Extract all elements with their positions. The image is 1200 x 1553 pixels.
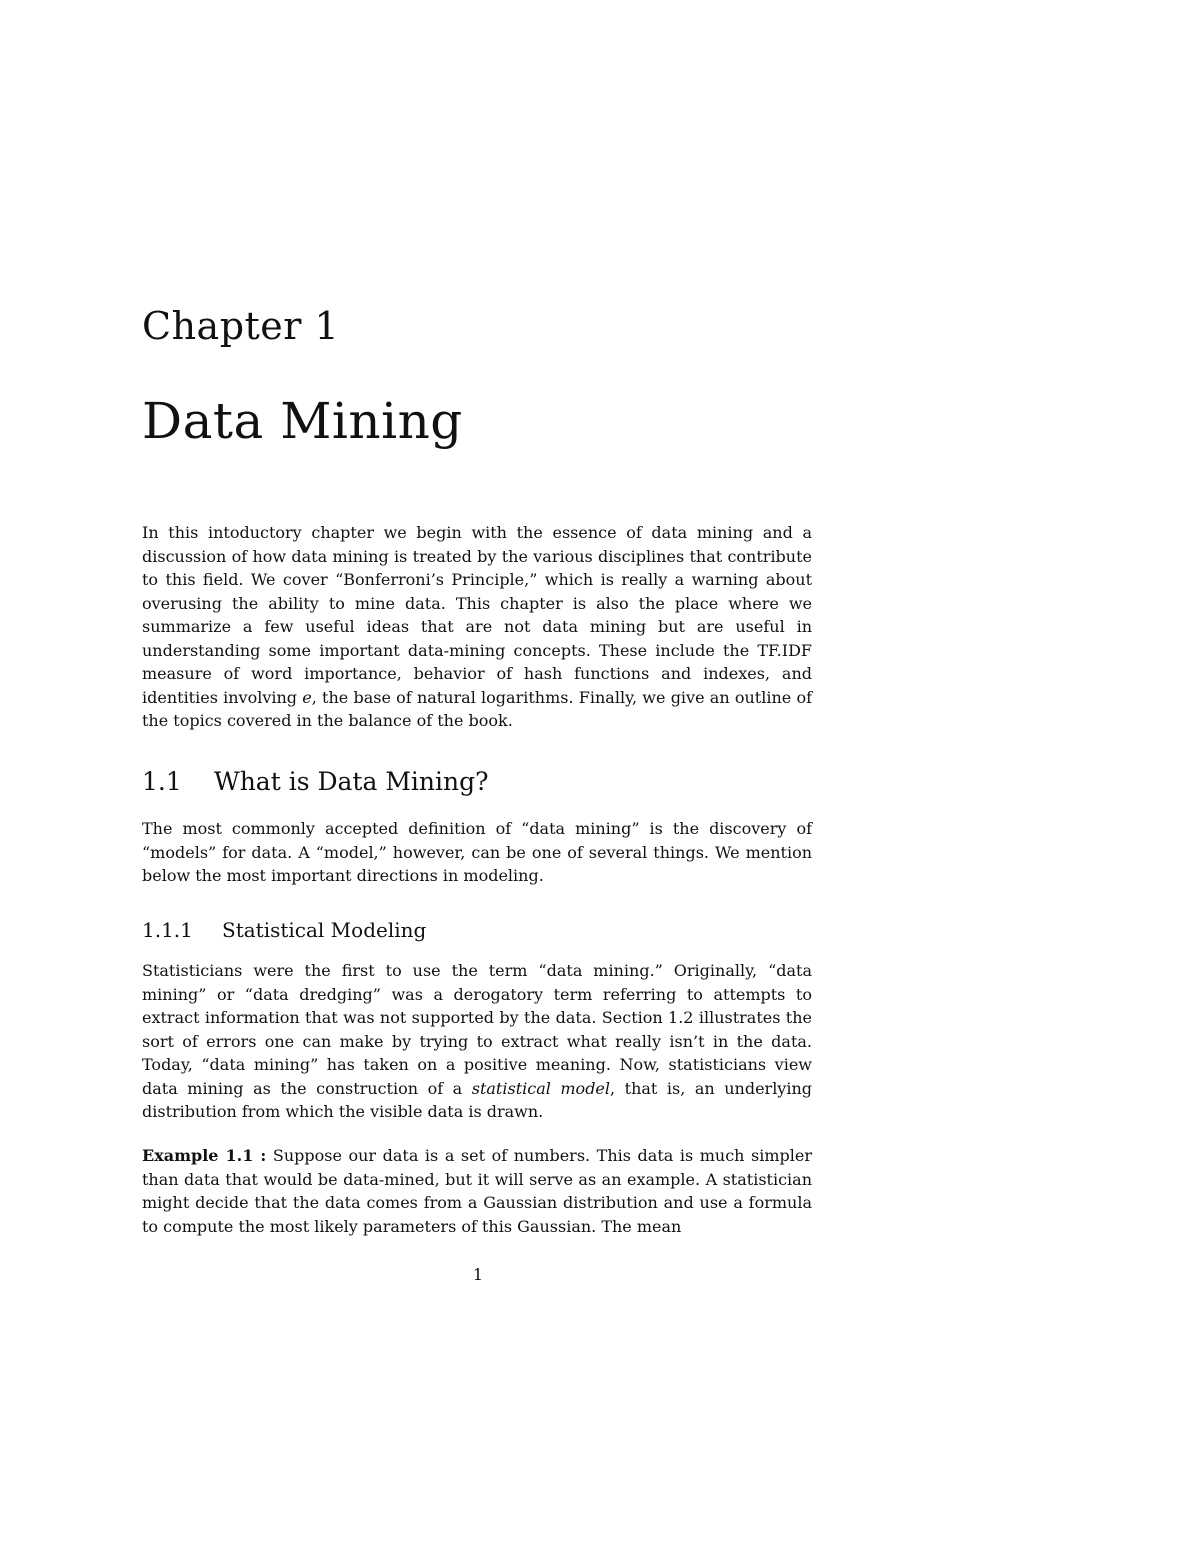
section-heading-1-1 [142,767,489,796]
intro-paragraph [142,521,812,733]
example-label: Example 1.1 : [142,1146,267,1165]
intro-text-part1: In this intoductory chapter we begin with the essence of data mining and a discussion of how data mining is treated by the various disciplines that contribute to this field. We cover “Bonferroni’s Principle,” which is really a warning about overusing the ability to mine data. This chapter is also the place where we summarize a few useful ideas that are not data mining but are useful in understanding some important data-mining concepts. These include the TF.IDF measure of word importance, behavior of hash functions and indexes, and identities involving [142,523,812,707]
section-number: 1.1 [142,767,182,796]
stat-emphasis: statistical model [471,1078,611,1098]
example-text: Suppose our data is a set of numbers. This data is much simpler than data that would be data-mined, but it will serve as an example. A statistician might decide that the data comes from a Gaussian distribution and use a formula to compute the most likely parameters of this Gaussian. The mean [142,1146,813,1236]
section-title: What is Data Mining? [214,767,489,796]
chapter-label: Chapter 1 [142,304,340,348]
chapter-title: Data Mining [142,392,463,450]
intro-text-part2: , the base of natural logarithms. Finally, we give an outline of the topics covered in the balance of the book. [142,687,813,730]
subsection-title: Statistical Modeling [222,918,427,942]
stat-text-part1: Statisticians were the first to use the term “data mining.” Originally, “data mining” or “data dredging” was a derogatory term referring to attempts to extract information that was not supported by the data. Section 1.2 illustrates the sort of errors one can make by trying to extract what really isn’t in the data. Today, “data mining” has taken on a positive meaning. Now, statisticians view data mining as the construction of a [142,961,812,1098]
section-1-1-paragraph: The most commonly accepted definition of “data mining” is the discovery of “models” for data. A “model,” however, can be one of several things. We mention below the most important directions in modeling. [142,819,812,885]
example-1-1-paragraph [142,1144,812,1238]
stat-text-part2: , that is, an underlying distribution from which the visible data is drawn. [142,1078,813,1121]
statistical-modeling-paragraph [142,959,812,1124]
intro-math-e: e [302,687,312,707]
subsection-number: 1.1.1 [142,918,193,942]
subsection-heading-1-1-1 [142,918,426,942]
page-number: 1 [472,1265,484,1284]
